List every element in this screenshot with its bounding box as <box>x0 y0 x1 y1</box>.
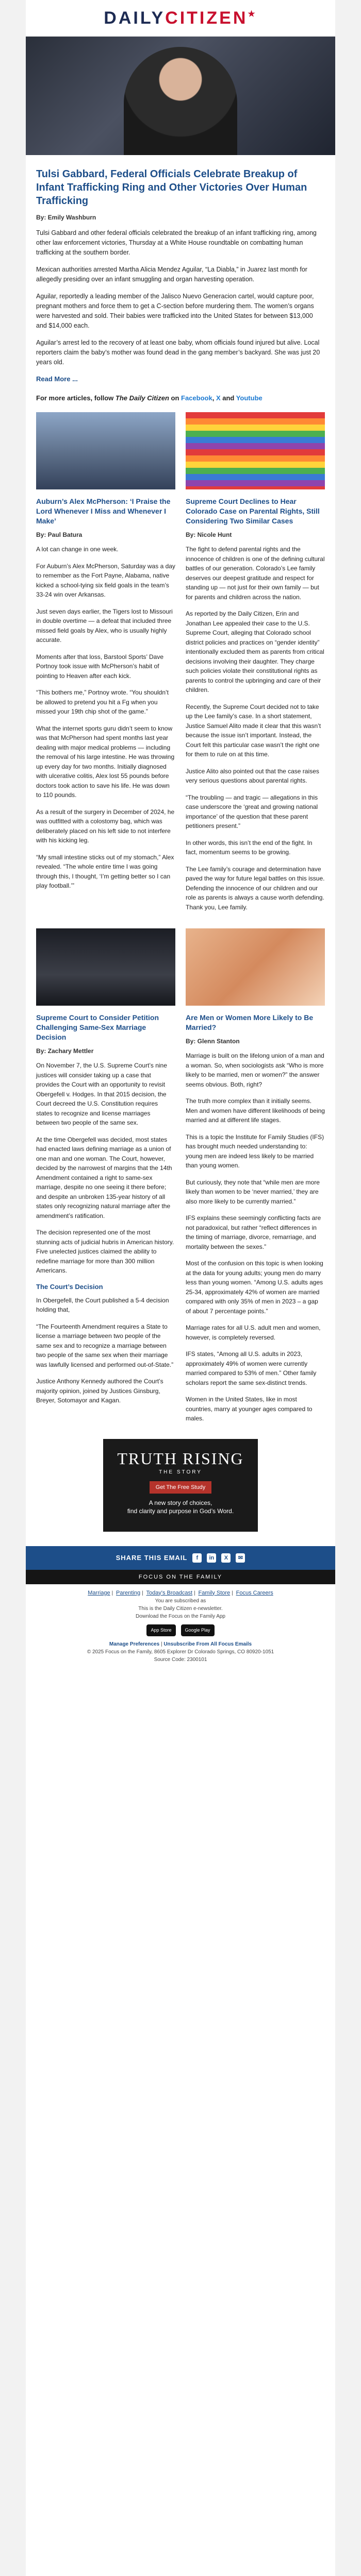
footer-links: Marriage | Parenting | Today's Broadcast | Family Store | Focus Careers <box>88 1589 273 1596</box>
unsubscribe-link[interactable]: Unsubscribe From All Focus Emails <box>163 1641 252 1647</box>
newsletter-note: This is the Daily Citizen e-newsletter. <box>138 1605 223 1612</box>
lead-paragraph: Mexican authorities arrested Martha Alicia Mendez Aguilar, “La Diabla,” in Juarez last month for allegedly presiding over an infant smuggling and organ harvesting operation. <box>36 266 307 283</box>
lead-paragraph: Aguilar’s arrest led to the recovery of at least one baby, whom officials found injured but alive. Local reporters claim the baby’s mother was found dead in the gang member’s backyard. She was just 20 years old. <box>36 339 320 366</box>
article-paragraph: In Obergefell, the Court published a 5-4 decision holding that, <box>36 1296 169 1313</box>
app-store-badge[interactable]: App Store <box>146 1624 175 1636</box>
x-icon[interactable]: X <box>221 1553 231 1563</box>
article-paragraph: Marriage is built on the lifelong union of a man and a woman. So, when sociologists ask “Who is more likely to be married, men or women?” the answer seems obvious. Both, right? <box>186 1052 324 1088</box>
x-link[interactable]: X <box>216 394 221 402</box>
email-icon[interactable]: ✉ <box>236 1553 245 1563</box>
article-paragraph: The Lee family’s courage and determination have paved the way for future legal battles on this issue. Defending the innocence of our children and our role as parents is always a cause worth defending. Thank you, Lee family. <box>186 865 325 911</box>
article-thumbnail[interactable] <box>36 928 175 1006</box>
article-paragraph: On November 7, the U.S. Supreme Court’s nine justices will consider taking up a case that provides the Court with an opportunity to revisit Obergefell v. Hodges. In that 2015 decision, the Court decreed the U.S. Constitution requires states to recognize and license marriages between two people of the same sex. <box>36 1062 167 1126</box>
article-byline: By: Nicole Hunt <box>186 531 232 538</box>
manage-links: Manage Preferences | Unsubscribe From All Focus Emails <box>109 1641 252 1647</box>
article-paragraph: Just seven days earlier, the Tigers lost to Missouri in double overtime — a defeat that included three missed field goals by Alex, who is usually highly accurate. <box>36 607 173 643</box>
article-paragraph: Women in the United States, like in most countries, marry at younger ages compared to males. <box>186 1396 313 1422</box>
google-play-badge[interactable]: Google Play <box>181 1624 215 1636</box>
lead-title[interactable]: Tulsi Gabbard, Federal Officials Celebrate Breakup of Infant Trafficking Ring and Other Victories Over Human Trafficking <box>36 168 307 207</box>
facebook-icon[interactable]: f <box>192 1553 202 1563</box>
linkedin-icon[interactable]: in <box>207 1553 216 1563</box>
subscribe-note: You are subscribed as <box>155 1598 206 1604</box>
article-paragraph: “My small intestine sticks out of my stomach,” Alex revealed. “The whole entire time I was going through this, I thought, ‘I’m getting better so I can play football.’” <box>36 853 174 889</box>
article-paragraph: Most of the confusion on this topic is when looking at the data for young adults; young men do marry less than young women. “Among U.S. adults ages 25-34, approximately 42% of women are married compared with only 35% of men in 2023 – a gap of about 7 percentage points.” <box>186 1260 323 1315</box>
facebook-link[interactable]: Facebook <box>181 394 212 402</box>
lead-article <box>26 167 335 403</box>
article-paragraph: As reported by the Daily Citizen, Erin and Jonathan Lee appealed their case to the U.S. Supreme Court, alleging that Colorado school district policies and practices on “gender identity” intentionally excluded them as parents from critical decisions involving their daughter. They charge such policies violate their constitutional rights as parents to control the upbringing and care of their children. <box>186 610 324 693</box>
footer <box>26 1584 335 1669</box>
truth-rising-banner[interactable] <box>103 1439 258 1532</box>
article-paragraph: A lot can change in one week. <box>36 546 119 553</box>
share-bar <box>26 1546 335 1570</box>
article-paragraph: Recently, the Supreme Court decided not to take up the Lee family’s case. In a short statement, Justice Samuel Alito made it clear that this wasn’t because the issue isn’t important. Instead, the Court felt this particular case wasn’t the right one for them to rule on at this time. <box>186 703 321 758</box>
article-paragraph: “This bothers me,” Portnoy wrote. “You shouldn’t be allowed to pretend you hit a Fg when you missed your 19th chip shot of the game.” <box>36 689 169 715</box>
download-note: Download the Focus on the Family App <box>136 1613 225 1619</box>
article-paragraph: IFS states, “Among all U.S. adults in 2023, approximately 49% of women were currently married compared to 53% of men.” Other family scholars report the same sex-distinct trends. <box>186 1350 317 1386</box>
article-title[interactable]: Supreme Court to Consider Petition Challenging Same-Sex Marriage Decision <box>36 1013 159 1041</box>
article-title[interactable]: Are Men or Women More Likely to Be Married? <box>186 1013 314 1031</box>
article-byline: By: Paul Batura <box>36 531 83 538</box>
article-paragraph: At the time Obergefell was decided, most states had enacted laws defining marriage as a union of one man and one woman. The Court, however, decided by the narrowest of margins that the 14th Amendment contained a right to same-sex marriage, despite no one seeing it there before; and despite an unbroken 135-year history of all states only recognizing natural marriage after the amendment’s ratification. <box>36 1136 172 1219</box>
article-paragraph: IFS explains these seemingly conflicting facts are not paradoxical, but rather “reflect differences in the timing of marriage, divorce, remarriage, and mortality between the sexes.” <box>186 1214 321 1250</box>
article-thumbnail[interactable] <box>186 412 325 489</box>
article-paragraph: Justice Alito also pointed out that the case raises very serious questions about parental rights. <box>186 767 319 784</box>
article-paragraph: The decision represented one of the most stunning acts of judicial hubris in American history. Five unelected justices claimed the ability to redefine marriage for more than 300 million Americans. <box>36 1229 174 1274</box>
footer-link-careers[interactable]: Focus Careers <box>236 1589 273 1596</box>
article-paragraph: This is a topic the Institute for Family Studies (IFS) has brought much needed understanding to: young men are indeed less likely to be married than young women. <box>186 1133 324 1169</box>
speaker-figure <box>124 47 237 155</box>
daily-citizen-logo[interactable]: DAILYCITIZEN★ <box>104 8 257 28</box>
article-title[interactable]: Auburn’s Alex McPherson: ‘I Praise the Lord Whenever I Miss and Whenever I Make’ <box>36 497 171 525</box>
banner-tagline: A new story of choices, find clarity and purpose in God’s Word. <box>127 1499 234 1515</box>
article-card <box>36 928 175 1431</box>
article-paragraph: But curiously, they note that “while men are more likely than women to be ‘never married,’ they are also more likely to be currently married.” <box>186 1178 320 1205</box>
article-subhead: The Court’s Decision <box>36 1282 103 1291</box>
article-row-1 <box>26 412 335 919</box>
article-title[interactable]: Supreme Court Declines to Hear Colorado Case on Parental Rights, Still Considering Two Similar Cases <box>186 497 320 525</box>
banner-title: TRUTH RISING <box>117 1449 244 1468</box>
get-study-button[interactable]: Get The Free Study <box>150 1481 211 1494</box>
email-container <box>26 0 335 2576</box>
article-paragraph: Marriage rates for all U.S. adult men and women, however, is completely reversed. <box>186 1324 321 1341</box>
banner-subtitle: THE STORY <box>159 1469 202 1475</box>
article-thumbnail[interactable] <box>186 928 325 1006</box>
read-more-link[interactable]: Read More ... <box>36 375 78 383</box>
footer-link-marriage[interactable]: Marriage <box>88 1589 110 1596</box>
article-thumbnail[interactable] <box>36 412 175 489</box>
lead-paragraph: Aguilar, reportedly a leading member of the Jalisco Nuevo Generacion cartel, would capture poor, pregnant mothers and force them to get a C-section before murdering them. The women’s organs were harvested and sold. Their babies were trafficked into the United States for between $13,000 and $14,000 each. <box>36 293 314 329</box>
article-paragraph: What the internet sports guru didn’t seem to know was that McPherson had spent months last year dealing with major medical problems — including the removal of his large intestine. He was throwing up every day for two months. Initially diagnosed with ulcerative colitis, Alex lost 55 pounds before doctors took action to save his life. He was down to 110 pounds. <box>36 724 175 799</box>
article-byline: By: Zachary Mettler <box>36 1047 94 1055</box>
footer-link-parenting[interactable]: Parenting <box>116 1589 141 1596</box>
manage-preferences-link[interactable]: Manage Preferences <box>109 1641 160 1647</box>
article-paragraph: Moments after that loss, Barstool Sports’ Dave Portnoy took issue with McPherson’s habit of pointing to Heaven after each kick. <box>36 653 163 680</box>
article-paragraph: The fight to defend parental rights and the innocence of children is one of the defining cultural battles of our generation. Colorado’s Lee family deserves our deepest gratitude and respect for standing up — not just for their own family — but for parents and children across the nation. <box>186 546 325 601</box>
lead-paragraph: Tulsi Gabbard and other federal officials celebrated the breakup of an infant trafficking ring, among other law enforcement victories, Thursday at a White House roundtable on combatting human trafficking at the southern border. <box>36 229 317 256</box>
app-badges <box>36 1624 325 1636</box>
star-icon: ★ <box>248 9 257 19</box>
article-row-2 <box>26 928 335 1431</box>
footer-link-store[interactable]: Family Store <box>198 1589 231 1596</box>
source-code: Source Code: 2300101 <box>154 1656 207 1663</box>
share-label: SHARE THIS EMAIL <box>116 1554 188 1562</box>
focus-brand-bar[interactable]: FOCUS ON THE FAMILY <box>26 1570 335 1584</box>
article-card <box>186 928 325 1431</box>
masthead <box>26 0 335 37</box>
article-paragraph: In other words, this isn’t the end of the fight. In fact, momentum seems to be growing. <box>186 839 313 856</box>
footer-link-broadcast[interactable]: Today's Broadcast <box>146 1589 193 1596</box>
lead-byline: By: Emily Washburn <box>36 214 96 221</box>
copyright: © 2025 Focus on the Family, 8605 Explorer Dr Colorado Springs, CO 80920-1051 <box>87 1649 274 1655</box>
article-byline: By: Glenn Stanton <box>186 1038 240 1045</box>
article-card <box>186 412 325 919</box>
follow-line: For more articles, follow The Daily Citizen on Facebook, X and Youtube <box>36 394 262 402</box>
article-paragraph: “The Fourteenth Amendment requires a State to license a marriage between two people of the same sex and to recognize a marriage between two people of the same sex when their marriage was lawfully licensed and performed out-of-State.” <box>36 1323 174 1368</box>
article-paragraph: For Auburn’s Alex McPherson, Saturday was a day to remember as the Fort Payne, Alabama, native kicked a school-tying six field goals in the team’s 33-24 win over Arkansas. <box>36 562 175 598</box>
article-paragraph: Justice Anthony Kennedy authored the Court’s majority opinion, joined by Justices Ginsburg, Breyer, Sotomayor and Kagan. <box>36 1378 163 1404</box>
article-paragraph: The truth more complex than it initially seems. Men and women have different likelihoods of being married and at different life stages. <box>186 1097 325 1124</box>
article-paragraph: As a result of the surgery in December of 2024, he was outfitted with a colostomy bag, which was deliberately placed on his left side to not interfere with his kicking leg. <box>36 808 175 844</box>
hero-image[interactable] <box>26 37 335 155</box>
article-paragraph: “The troubling — and tragic — allegations in this case underscore the ‘great and growing national importance’ of the question that these parent petitioners present.” <box>186 793 318 829</box>
article-card <box>36 412 175 919</box>
youtube-link[interactable]: Youtube <box>236 394 262 402</box>
